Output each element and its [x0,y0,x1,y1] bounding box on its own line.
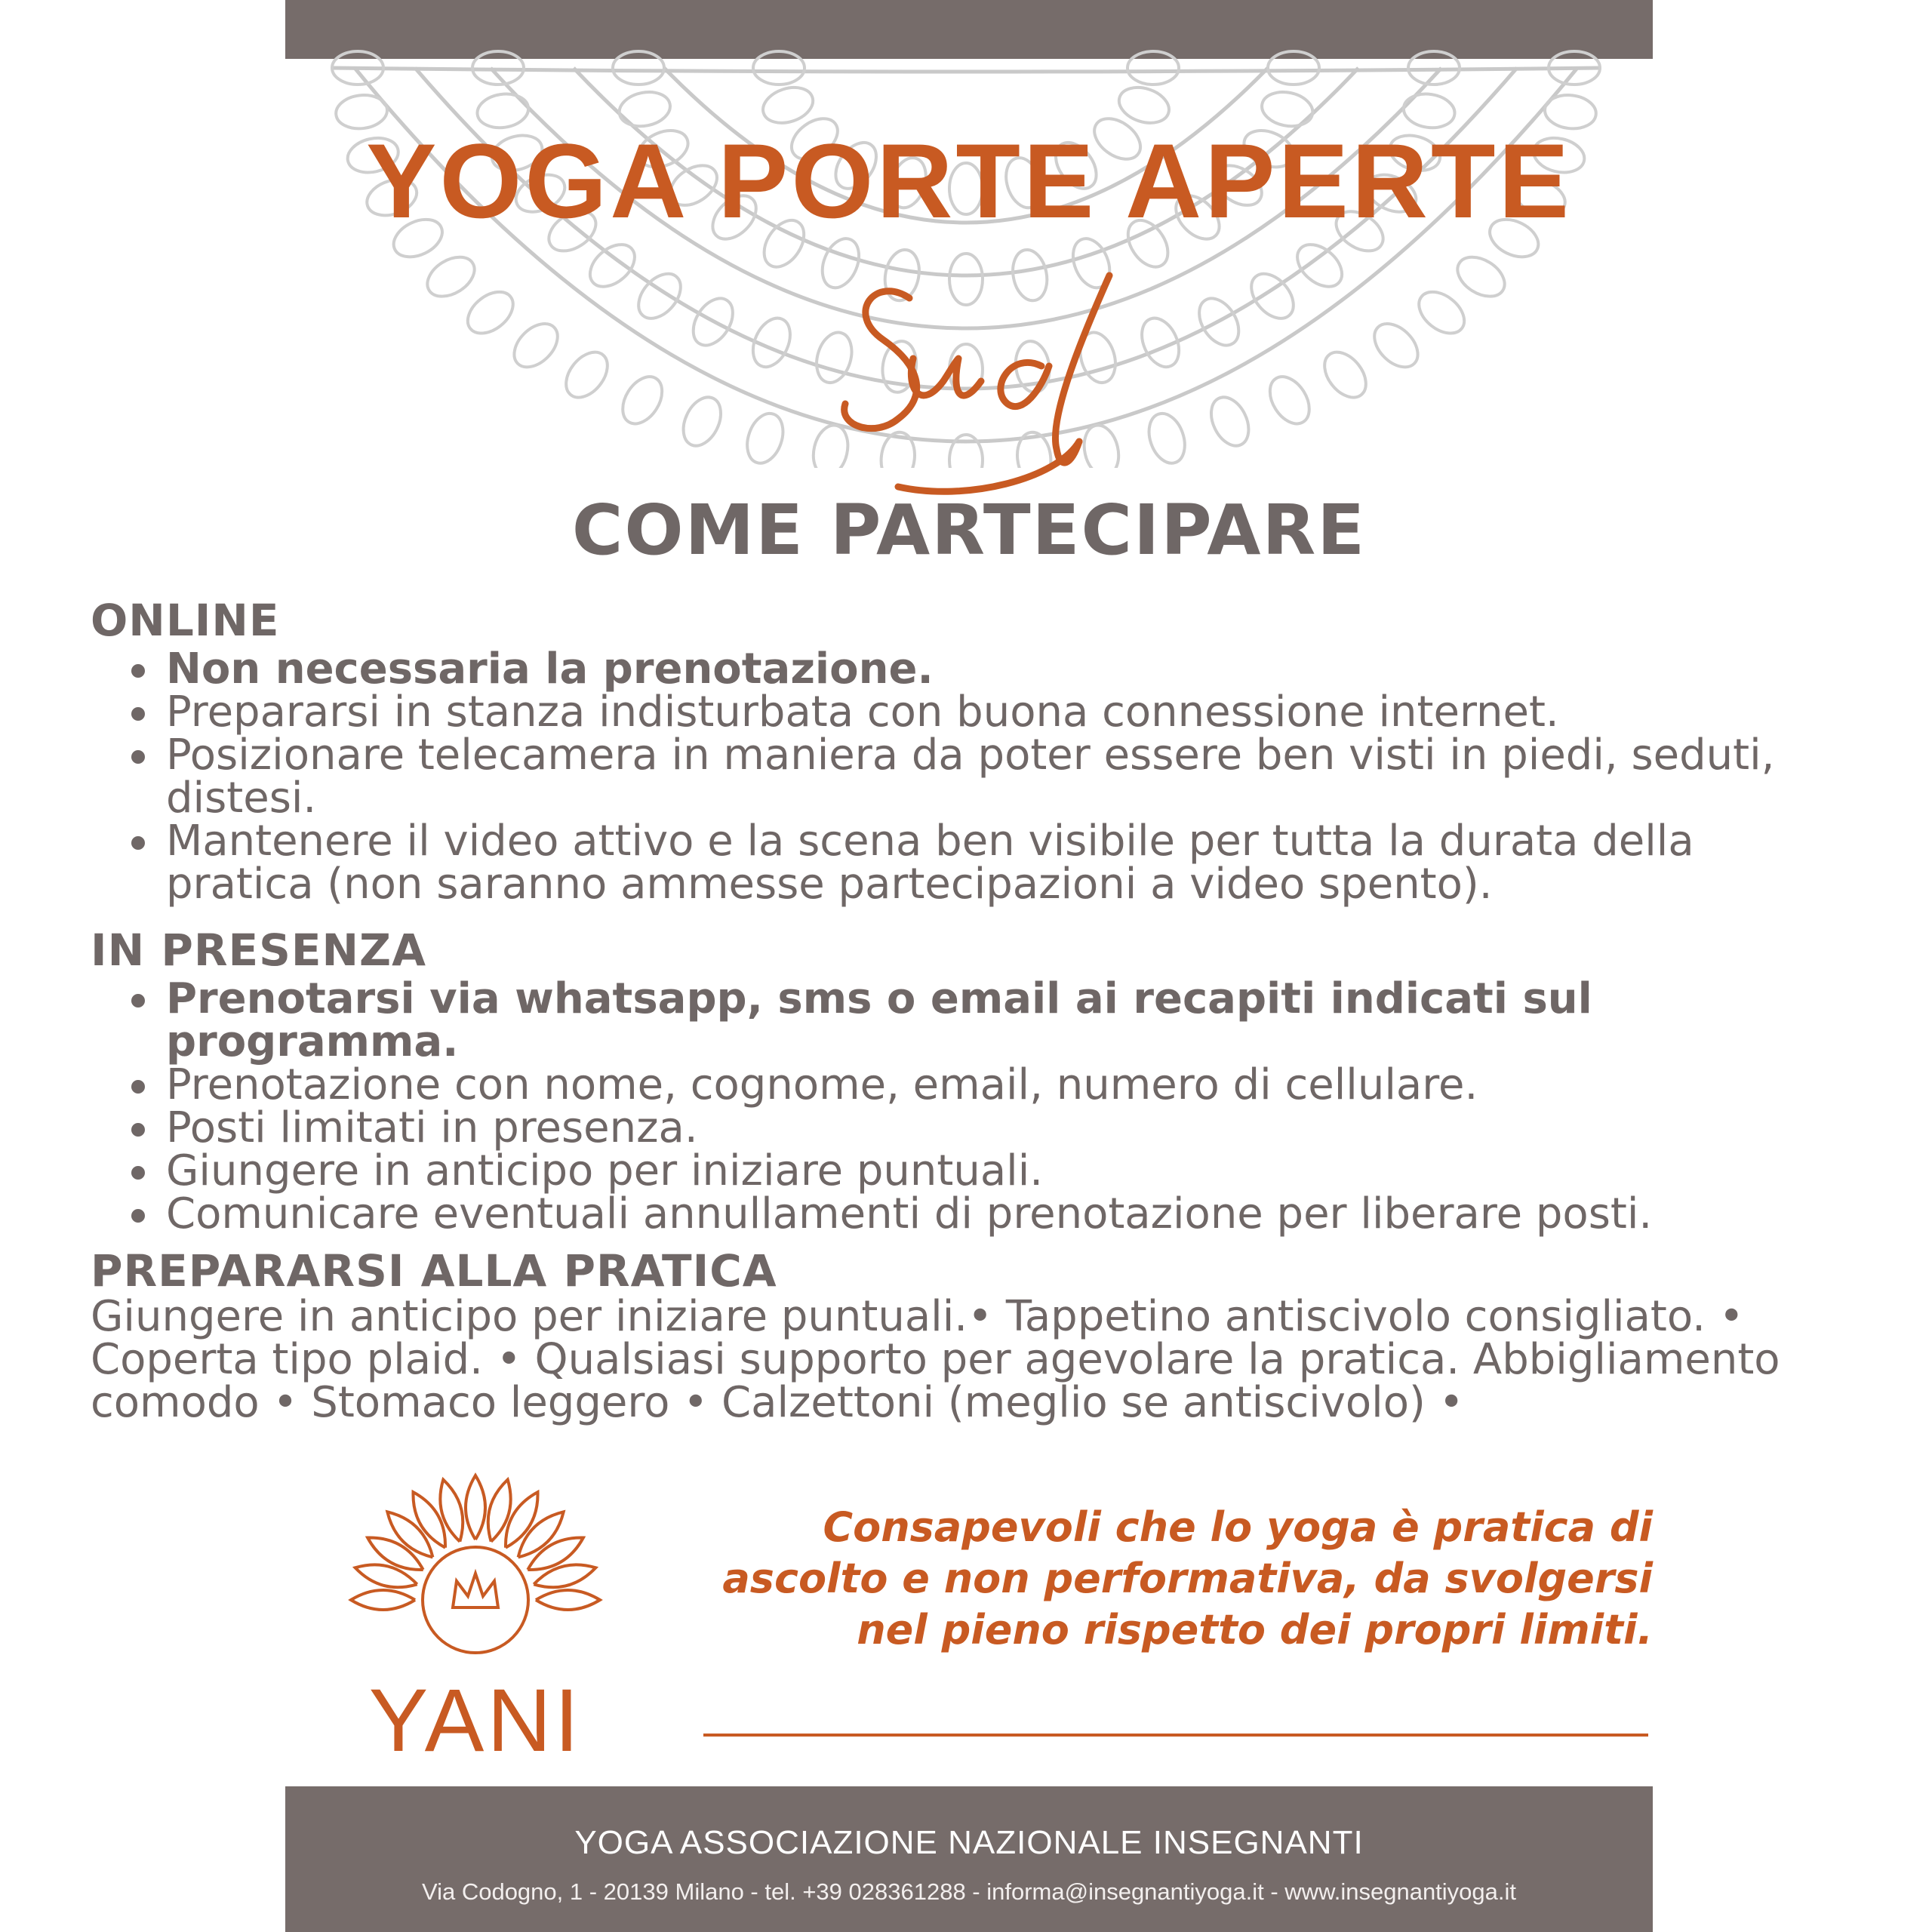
presenza-section [91,924,1826,1238]
footer [285,1786,1653,1932]
list-item: Comunicare eventuali annullamenti di prenotazione per liberare posti. [166,1192,1826,1235]
logo-text: YANI [368,1671,583,1762]
list-item: Prenotazione con nome, cognome, email, numero di cellulare. [166,1063,1826,1106]
section-subtitle: COME PARTECIPARE [571,490,1367,571]
list-item: Prenotarsi via whatsapp, sms o email ai recapiti indicati sul programma. [166,977,1713,1063]
footer-organization: YOGA ASSOCIAZIONE NAZIONALE INSEGNANTI [574,1824,1364,1861]
pratica-heading: PREPARARSI ALLA PRATICA [91,1245,777,1297]
online-heading: ONLINE [91,595,280,646]
closing-quote: Consapevoli che lo yoga è pratica di ascolto e non performativa, da svolgersi nel pieno rispetto dei propri limiti. [722,1503,1653,1654]
footer-contact: Via Codogno, 1 - 20139 Milano - tel. +39 028361288 - informa@insegnantiyoga.it - www.insegnantiyoga.it [421,1878,1517,1905]
pratica-section [91,1245,1781,1427]
event-title: YOGA PORTE APERTE [366,122,1572,240]
script-sud-wordmark [830,268,1147,509]
online-list [91,645,1826,909]
yani-logo [332,1415,619,1762]
list-item: Mantenere il video attivo e la scena ben visibile per tutta la durata della pratica (non saranno ammesse partecipazioni a video spento). [166,820,1826,906]
list-item: Prepararsi in stanza indisturbata con buona connessione internet. [166,691,1826,734]
divider-line [703,1734,1648,1737]
pratica-text: Giungere in anticipo per iniziare puntuali.• Tappetino antiscivolo consigliato. • Coperta tipo plaid. • Qualsiasi supporto per agevolare la pratica. Abbigliamento comodo • Stomaco leggero • Calzettoni (meglio se antiscivolo) • [91,1292,1780,1427]
presenza-list [91,974,1826,1238]
online-section [91,595,1826,909]
list-item: Posti limitati in presenza. [166,1106,1826,1149]
list-item: Non necessaria la prenotazione. [166,648,1826,691]
lotus-crown-icon [351,1475,600,1653]
presenza-heading: IN PRESENZA [91,924,426,976]
list-item: Posizionare telecamera in maniera da poter essere ben visti in piedi, seduti, distesi. [166,734,1781,820]
list-item: Giungere in anticipo per iniziare puntuali. [166,1149,1826,1192]
